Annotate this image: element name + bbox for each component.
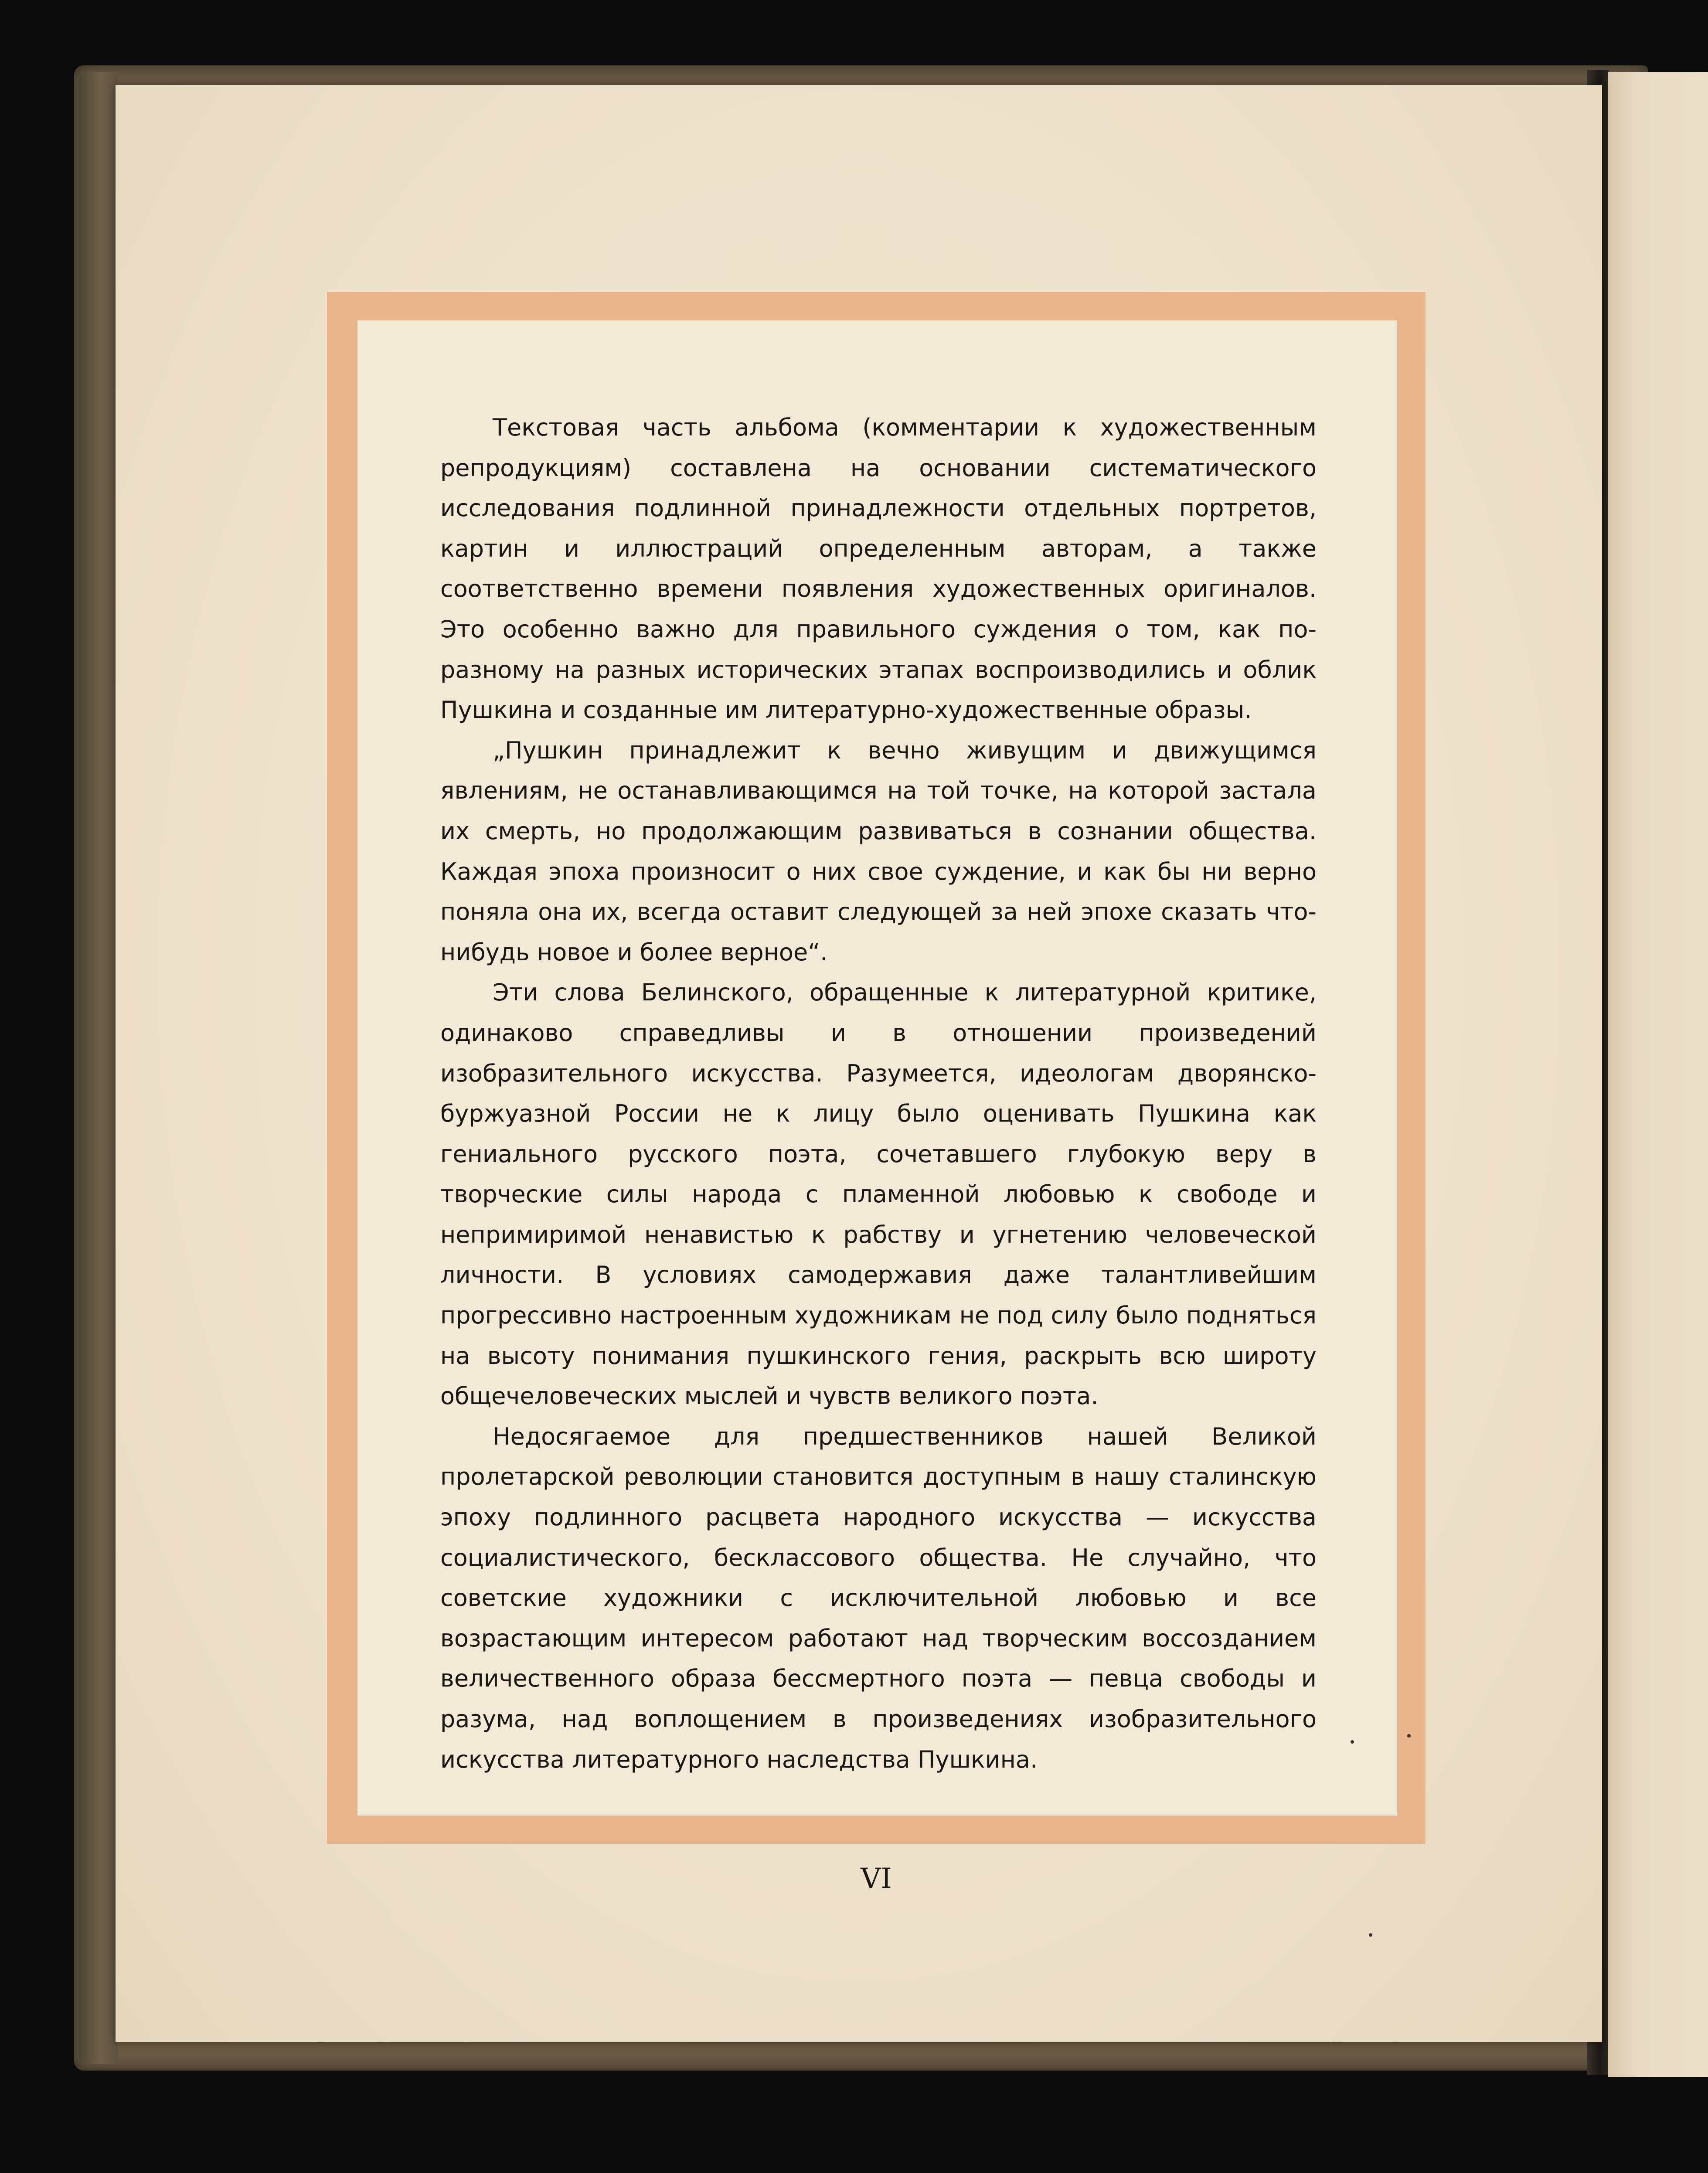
facing-page-edge [1608,72,1708,2077]
paragraph-2: „Пушкин принадлежит к вечно живущим и движущимся явлениям, не останавливающимся на той точке, на которой застала их смерть, но продолжающим развиваться в сознании общества. Каждая эпоха произносит о них свое суждение, и как бы ни верно поняла она их, всегда оставит следующей за ней эпохе сказать что-нибудь новое и более верное“. [440,736,1317,966]
paragraph-1: Текстовая часть альбома (комментарии к художественным репродукциям) составлена на основании систематического исследования подлинной принадлежности отдельных портретов, картин и иллюстраций определенным авторам, а также соответственно времени появления художественных оригиналов. Это особенно важно для правильного суждения о том, как по-разному на разных исторических этапах воспроизводились и облик Пушкина и созданные им литературно-художественные образы. [440,414,1317,724]
paragraph-4: Недосягаемое для предшественников нашей Великой пролетарской революции становится доступным в нашу сталинскую эпоху подлинного расцвета народного искусства — искусства социалистического, бесклассового общества. Не случайно, что советские художники с исключительной любовью и все возрастающим интересом работают над творческим воссозданием величественного образа бессмертного поэта — певца свободы и разума, над воплощением в произведениях изобразительного искусства литературного наследства Пушкина. [440,1422,1317,1773]
body-text [440,408,1317,1780]
speck [1351,1740,1354,1744]
page-number: VI [861,1863,892,1895]
paragraph-3: Эти слова Белинского, обращенные к литературной критике, одинаково справедливы и в отношении произведений изобразительного искусства. Разумеется, идеологам дворянско-буржуазной России не к лицу было оценивать Пушкина как гениального русского поэта, сочетавшего глубокую веру в творческие силы народа с пламенной любовью к свободе и непримиримой ненавистью к рабству и угнетению человеческой личности. В условиях самодержавия даже талантливейшим прогрессивно настроенным художникам не под силу было подняться на высоту понимания пушкинского гения, раскрыть всю широту общечеловеческих мыслей и чувств великого поэта. [440,979,1317,1410]
speck [1369,1933,1372,1937]
book-board-edge [78,72,118,2064]
speck [1407,1734,1411,1738]
